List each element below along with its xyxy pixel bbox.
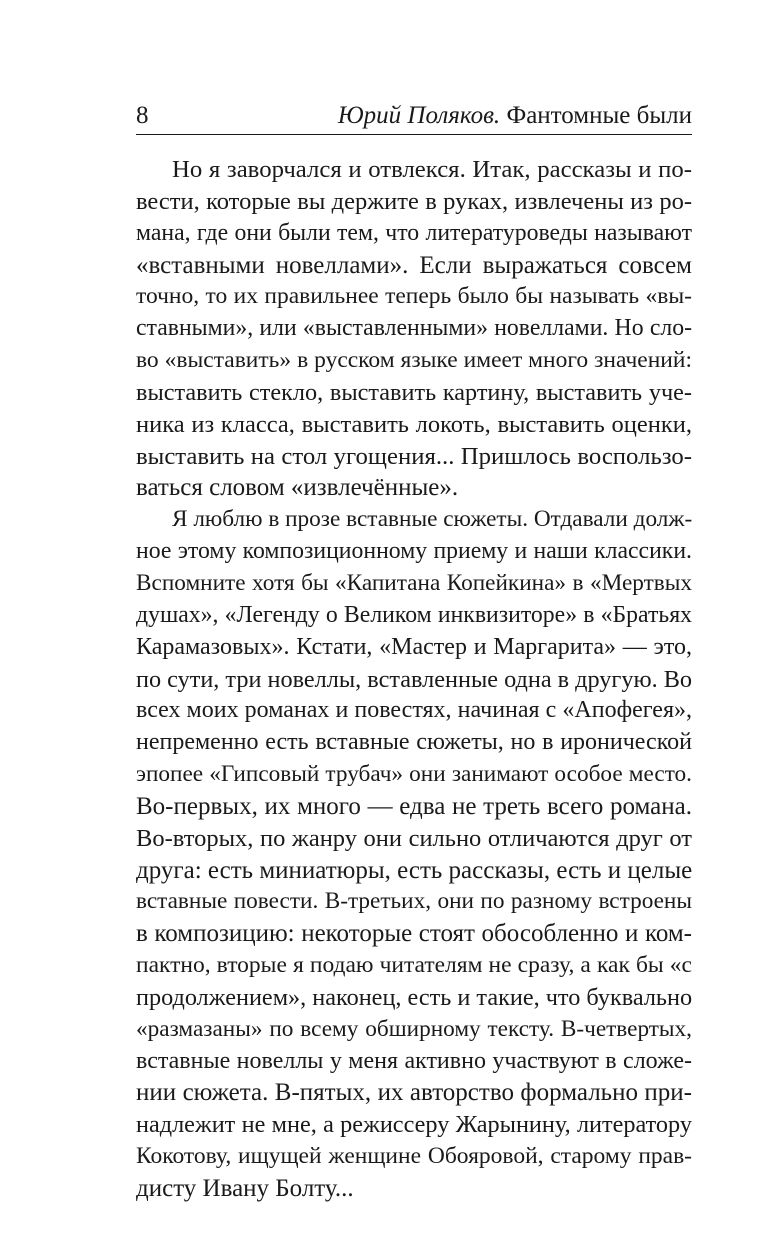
- text-line: непременно есть вставные сюжеты, но в иронической: [136, 729, 692, 756]
- text-line: Вспомните хотя бы «Капитана Копейкина» в «Мертвых: [136, 569, 692, 596]
- text-line: пактно, вторые я подаю читателям не сразу, а как бы «с: [136, 952, 692, 979]
- running-head-author: Юрий Поляков.: [337, 102, 501, 129]
- text-line: Во-вторых, по жанру они сильно отличаются друг от: [136, 824, 692, 852]
- text-line: во «выставить» в русском языке имеет много значений:: [136, 347, 692, 374]
- running-head: [338, 101, 692, 131]
- text-line: вставные повести. В-третьих, они по разному встроены: [136, 888, 692, 915]
- text-line: эпопее «Гипсовый трубач» они занимают особое место.: [136, 761, 692, 788]
- text-line: «размазаны» по всему обширному тексту. В-четвертых,: [136, 1015, 692, 1042]
- text-line: точно, то их правильнее теперь было бы называть «вы-: [136, 283, 692, 310]
- text-line: ное этому композиционному приему и наши классики.: [136, 538, 692, 565]
- text-line: Но я заворчался и отвлекся. Итак, рассказы и по-: [172, 156, 692, 183]
- text-line: выставить на стол угощения... Пришлось воспользо-: [136, 442, 692, 470]
- text-line: Во-первых, их много — едва не треть всего романа.: [136, 792, 692, 820]
- text-line: дисту Ивану Болту...: [136, 1175, 354, 1202]
- text-line: вести, которые вы держите в руках, извлечены из ро-: [136, 187, 692, 215]
- text-line: Кокотову, ищущей женщине Обояровой, старому прав-: [136, 1143, 692, 1170]
- text-line: душах», «Легенду о Великом инквизиторе» в «Братьях: [136, 601, 692, 628]
- text-line: ставными», или «выставленными» новеллами. Но сло-: [136, 315, 692, 342]
- page-header: [136, 97, 692, 131]
- paragraph: [136, 504, 692, 1205]
- text-line: выставить стекло, выставить картину, выставить уче-: [136, 378, 692, 406]
- text-line: продолжением», наконец, есть и такие, что буквально: [136, 983, 693, 1011]
- header-rule: [136, 134, 692, 135]
- text-line: ваться словом «извлечённые».: [136, 474, 459, 502]
- text-line: «вставными новеллами». Если выражаться совсем: [136, 251, 692, 279]
- text-line: всех моих романах и повестях, начиная с «Апофегея»,: [136, 697, 692, 724]
- text-line: мана, где они были тем, что литературоведы называют: [136, 219, 692, 246]
- text-line: Я люблю в прозе вставные сюжеты. Отдавали долж-: [172, 506, 693, 533]
- text-line: по сути, три новеллы, вставленные одна в другую. Во: [136, 665, 693, 693]
- text-line: нии сюжета. В-пятых, их авторство формально при-: [136, 1079, 692, 1107]
- text-line: надлежит не мне, а режиссеру Жарынину, литератору: [136, 1111, 692, 1139]
- body-text: [136, 154, 692, 1205]
- page-number: 8: [136, 102, 149, 129]
- text-line: друга: есть миниатюры, есть рассказы, есть и целые: [136, 856, 693, 884]
- text-line: вставные новеллы у меня активно участвуют в сложе-: [136, 1047, 692, 1074]
- running-head-title: Фантомные были: [506, 102, 692, 129]
- paragraph: [136, 154, 692, 504]
- text-line: Карамазовых». Кстати, «Мастер и Маргарита» — это,: [136, 633, 692, 660]
- text-line: в композицию: некоторые стоят обособленно и ком-: [136, 920, 692, 948]
- text-line: ника из класса, выставить локоть, выставить оценки,: [136, 410, 692, 438]
